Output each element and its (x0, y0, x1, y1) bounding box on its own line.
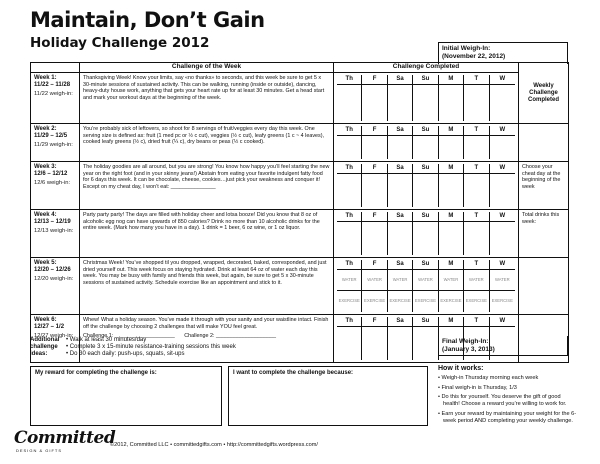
challenge-text: The holiday goodies are all around, but you are strong! You know how happy you’ll feel starting the new year on the right foot (and in your skinny jeans!) Abstain from eating your favorite indulgent fatty food for 6 days this week. It can be chocolate, cheese, cookies…just pick your weakness and conquer it! Except on my cheat day, I won’t eat: _______________ (80, 162, 334, 210)
exercise-box[interactable]: EXERCISE (362, 291, 387, 312)
exercise-box[interactable]: EXERCISE (491, 298, 513, 304)
day-header: M (439, 317, 464, 327)
reward-label: My reward for completing the challenge is: (35, 370, 157, 376)
day-header: Th (337, 75, 362, 85)
how-it-works-item: • Weigh-in Thursday morning each week (438, 374, 539, 381)
week-label: Week 6: (34, 317, 57, 323)
footer-text[interactable]: ©2012, Committed LLC • committedgifts.com • http://committedgifts.wordpress.com/ (110, 442, 318, 448)
day-header: W (490, 212, 515, 222)
reason-label: I want to complete the challenge because: (233, 370, 354, 376)
day-header: Su (413, 164, 438, 174)
week-label: Week 3: (34, 164, 57, 170)
day-checkboxes[interactable] (334, 258, 519, 315)
day-header: M (439, 164, 464, 174)
idea-item: • Do 30 each daily: push-ups, squats, sit-ups (66, 351, 185, 358)
week-cell (31, 162, 80, 210)
day-checkboxes[interactable] (334, 162, 519, 210)
day-header: Su (413, 126, 438, 136)
weighin-field[interactable]: 12/27 weigh-in: (34, 333, 74, 339)
day-header: M (439, 126, 464, 136)
week-label: Week 1: (34, 75, 57, 81)
week-cell (31, 258, 80, 315)
weighin-field[interactable]: 12/13 weigh-in: (34, 228, 74, 234)
challenge-table (30, 62, 569, 363)
water-box[interactable]: WATER (388, 270, 413, 290)
how-it-works-item: • Final weigh-in is Thursday, 1/3 (438, 384, 517, 391)
ideas-label: Additional challenge ideas: (30, 337, 60, 358)
challenge-col-header: Challenge of the Week (80, 63, 334, 73)
day-checkboxes[interactable] (334, 73, 519, 124)
idea-item: • Walk at least 30 minutes/day (66, 337, 147, 343)
day-header: M (439, 260, 464, 270)
week-dates: 12/6 – 12/12 (34, 171, 68, 177)
day-header: T (464, 317, 489, 327)
day-checkboxes[interactable] (334, 124, 519, 162)
day-header: F (362, 75, 387, 85)
idea-item: • Complete 3 x 15-minute resistance-training sessions this week (66, 344, 236, 351)
challenge-2-field[interactable]: Challenge 2: ____________________ (184, 333, 276, 340)
completed-col-header: Challenge Completed (334, 63, 519, 73)
week-cell (31, 210, 80, 258)
day-header: W (490, 317, 515, 327)
day-header: T (464, 260, 489, 270)
weekly-note[interactable]: Total drinks this week: (519, 210, 569, 258)
final-weighin-box[interactable] (438, 336, 568, 356)
committed-logo: Committed (14, 428, 116, 448)
day-header: Sa (388, 126, 413, 136)
how-it-works-item: • Earn your reward by maintaining your weight for the 6-week period AND completing your weekly challenge. (438, 410, 577, 424)
day-header: M (439, 75, 464, 85)
day-header: T (464, 75, 489, 85)
day-header: F (362, 212, 387, 222)
initial-weighin-label: Initial Weigh-In: (442, 45, 491, 52)
day-header: W (490, 260, 515, 270)
reason-box[interactable] (228, 366, 428, 426)
exercise-box[interactable]: EXERCISE (337, 291, 362, 312)
week-dates: 12/27 – 1/2 (34, 324, 65, 330)
day-header: Su (413, 317, 438, 327)
day-header: Sa (388, 260, 413, 270)
reward-box[interactable] (30, 366, 222, 426)
day-header: Sa (388, 317, 413, 327)
weekly-complete-box[interactable] (519, 258, 569, 315)
exercise-box[interactable]: EXERCISE (464, 291, 489, 312)
water-box[interactable]: WATER (413, 270, 438, 290)
day-header: Su (413, 75, 438, 85)
challenge-text: Thanksgiving Week! Know your limits, say «no thanks» to seconds, and this week be sure to get 5 x 30-minute sessions of sustained activity. This can be walking, running (inside or outside), dancing, heavy-duty house work, anything that gets your heart rate up for at least 30 minutes. Get a head start and mark your workout days at the beginning of the week. (80, 73, 334, 124)
day-header: Th (337, 164, 362, 174)
day-header: T (464, 126, 489, 136)
day-header: M (439, 212, 464, 222)
water-box[interactable]: WATER (362, 270, 387, 290)
exercise-box[interactable]: EXERCISE (388, 291, 413, 312)
day-header: Th (337, 317, 362, 327)
day-header: T (464, 212, 489, 222)
day-header: Su (413, 212, 438, 222)
weighin-field[interactable]: 12/6 weigh-in: (34, 180, 71, 186)
week-dates: 11/29 – 12/5 (34, 133, 68, 139)
page-subtitle: Holiday Challenge 2012 (30, 35, 210, 51)
challenge-text: Party party party! The days are filled with holiday cheer and lotsa booze! Did you know that 8 oz of alcoholic egg nog can have upwards of 850 calories? Drink no more than 10 alcoholic drinks for the entire week. (Mark how many you have in a day). 1 drink = 1 beer, 6 oz wine, or 1 oz liquor. (80, 210, 334, 258)
water-box[interactable]: WATER (464, 270, 489, 290)
initial-weighin-box[interactable] (438, 42, 568, 64)
weighin-field[interactable]: 11/22 weigh-in: (34, 91, 73, 97)
week-col-header (31, 63, 80, 73)
water-box[interactable]: WATER (439, 270, 464, 290)
day-header: Sa (388, 212, 413, 222)
week-dates: 12/20 – 12/26 (34, 267, 71, 273)
day-header: W (490, 164, 515, 174)
how-it-works-item: • Do this for yourself. You deserve the gift of good health! Choose a reward you’re willing to work for. (438, 394, 567, 408)
day-header: F (362, 260, 387, 270)
day-header: Th (337, 126, 362, 136)
water-box[interactable]: WATER (337, 270, 362, 290)
water-box[interactable]: WATER (494, 276, 510, 282)
day-header: Sa (388, 164, 413, 174)
day-header: Th (337, 260, 362, 270)
day-header: F (362, 164, 387, 174)
final-weighin-date: (January 3, 2013) (442, 346, 495, 353)
challenge-text: Whew! What a holiday season. You’ve made it through with your sanity and your waistline intact. Finish off the challenge by choosing 2 challenges that will make YOU feel great. (83, 317, 329, 330)
exercise-box[interactable]: EXERCISE (439, 291, 464, 312)
weekly-complete-box[interactable] (519, 124, 569, 162)
challenge-1-field[interactable]: Challenge 1: ____________________ (83, 333, 175, 340)
week-dates: 12/13 – 12/19 (34, 219, 71, 225)
day-header: F (362, 126, 387, 136)
weighin-field[interactable]: 12/20 weigh-in: (34, 276, 74, 282)
week-label: Week 2: (34, 126, 57, 132)
day-header: Sa (388, 75, 413, 85)
page-title: Maintain, Don’t Gain (30, 8, 265, 32)
challenge-text: You’re probably sick of leftovers, so shoot for 8 servings of fruit/veggies every day this week. One serving size is defined as: fruit (1 med pc or ½ c cut), veggies (½ c cut), leafy greens (1 c ~ 4 leaves), cooked leafy greens (½ c), dried fruit (¼ c), dry beans or peas (½ c cooked). (80, 124, 334, 162)
logo-subtitle: DESIGN & GIFTS (16, 448, 63, 453)
day-header: W (490, 126, 515, 136)
weighin-field[interactable]: 11/29 weigh-in: (34, 142, 73, 148)
how-it-works (438, 366, 578, 428)
day-header: W (490, 75, 515, 85)
initial-weighin-date: (November 22, 2012) (442, 53, 506, 60)
day-header: Th (337, 212, 362, 222)
day-header: T (464, 164, 489, 174)
week-label: Week 5: (34, 260, 57, 266)
challenge-text: Christmas Week! You’ve shopped til you dropped, wrapped, decorated, baked, corresponded, and just dried yourself out. This week focus on staying hydrated. Drink at least 64 oz of water each day this week. You may be busy with family and friends this week, but again, be sure to get 5 x 30-minute sessions of sustained activity. Schedule exercise like an appointment and stick to it. (80, 258, 334, 315)
how-it-works-title: How it works: (438, 365, 484, 372)
day-checkboxes[interactable] (334, 210, 519, 258)
final-weighin-label: Final Weigh-In: (442, 338, 489, 345)
day-header: F (362, 317, 387, 327)
weekly-note[interactable]: Choose your cheat day at the beginning of the week (519, 162, 569, 210)
week-label: Week 4: (34, 212, 57, 218)
day-header: Su (413, 260, 438, 270)
week-cell (31, 124, 80, 162)
week-cell (31, 73, 80, 124)
weekly-col-header: Weekly Challenge Completed (519, 63, 569, 124)
exercise-box[interactable]: EXERCISE (413, 291, 438, 312)
week-dates: 11/22 – 11/28 (34, 82, 71, 88)
